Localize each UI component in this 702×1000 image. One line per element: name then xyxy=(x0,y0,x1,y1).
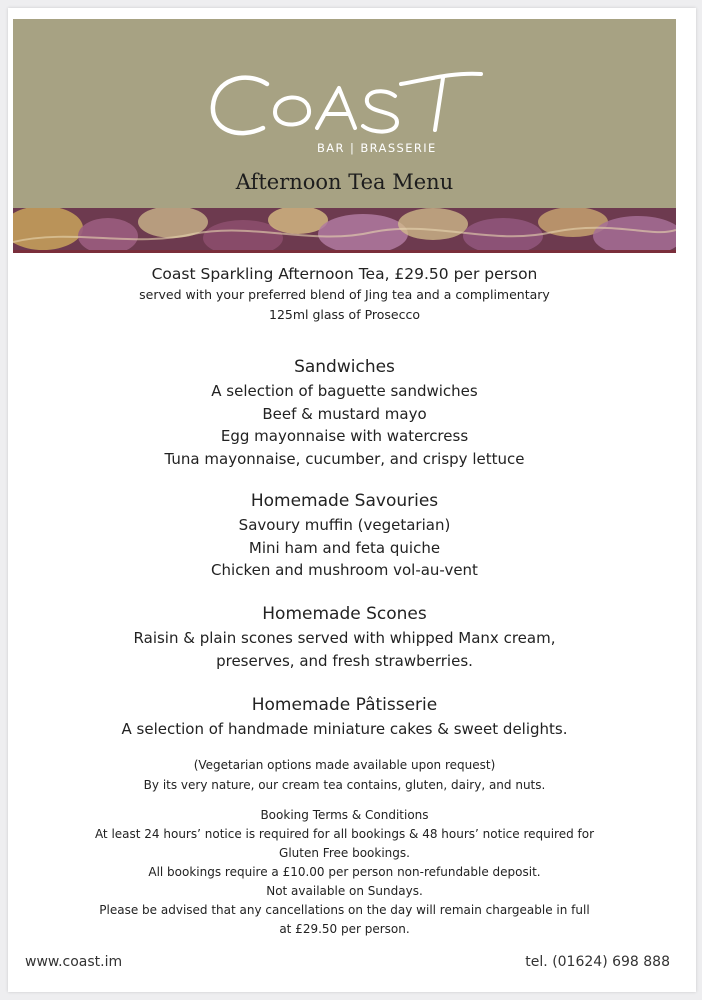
section-patisserie xyxy=(13,692,676,741)
menu-item: Tuna mayonnaise, cucumber, and crispy lettuce xyxy=(164,449,525,468)
offer-desc-line1: served with your preferred blend of Jing tea and a complimentary xyxy=(139,287,550,302)
section-scones xyxy=(13,601,676,672)
terms-line: At least 24 hours’ notice is required for all bookings & 48 hours’ notice required for xyxy=(94,827,595,841)
section-savouries xyxy=(13,488,676,582)
section-title: Homemade Savouries xyxy=(250,491,439,511)
terms-line: at £29.50 per person. xyxy=(279,922,410,936)
menu-item: Beef & mustard mayo xyxy=(262,404,427,423)
phone-number[interactable]: tel. (01624) 698 888 xyxy=(525,954,670,970)
note-line: (Vegetarian options made available upon request) xyxy=(193,758,496,772)
booking-title: Booking Terms & Conditions xyxy=(260,808,429,822)
offer-block xyxy=(13,265,676,325)
banner-divider xyxy=(13,250,676,253)
menu-item: Mini ham and feta quiche xyxy=(248,538,441,557)
note-line: By its very nature, our cream tea contains, gluten, dairy, and nuts. xyxy=(143,778,546,792)
menu-item: A selection of baguette sandwiches xyxy=(211,382,478,400)
section-sandwiches xyxy=(13,354,676,470)
terms-line: Gluten Free bookings. xyxy=(279,846,410,860)
dietary-notes xyxy=(13,755,676,795)
offer-desc-line2: 125ml glass of Prosecco xyxy=(269,307,420,322)
section-title: Homemade Scones xyxy=(262,604,427,624)
menu-item: Egg mayonnaise with watercress xyxy=(220,427,469,445)
section-title: Sandwiches xyxy=(294,357,395,377)
terms-line: Please be advised that any cancellations on the day will remain chargeable in full xyxy=(99,903,590,917)
terms-line: All bookings require a £10.00 per person non-refundable deposit. xyxy=(148,865,541,879)
booking-terms xyxy=(13,806,676,939)
logo-tagline: BAR | BRASSERIE xyxy=(317,141,437,155)
menu-item: preserves, and fresh strawberries. xyxy=(216,651,473,670)
coast-logo xyxy=(205,62,485,166)
menu-item: A selection of handmade miniature cakes & sweet delights. xyxy=(121,720,568,738)
menu-item: Savoury muffin (vegetarian) xyxy=(238,516,451,534)
terms-line: Not available on Sundays. xyxy=(266,884,423,898)
menu-item: Raisin & plain scones served with whipped Manx cream, xyxy=(133,629,556,647)
website-link[interactable]: www.coast.im xyxy=(25,954,123,970)
section-title: Homemade Pâtisserie xyxy=(251,695,438,715)
menu-title: Afternoon Tea Menu xyxy=(235,170,454,194)
floral-banner xyxy=(13,208,676,250)
menu-item: Chicken and mushroom vol-au-vent xyxy=(211,561,478,579)
offer-title: Coast Sparkling Afternoon Tea, £29.50 per person xyxy=(151,265,538,283)
